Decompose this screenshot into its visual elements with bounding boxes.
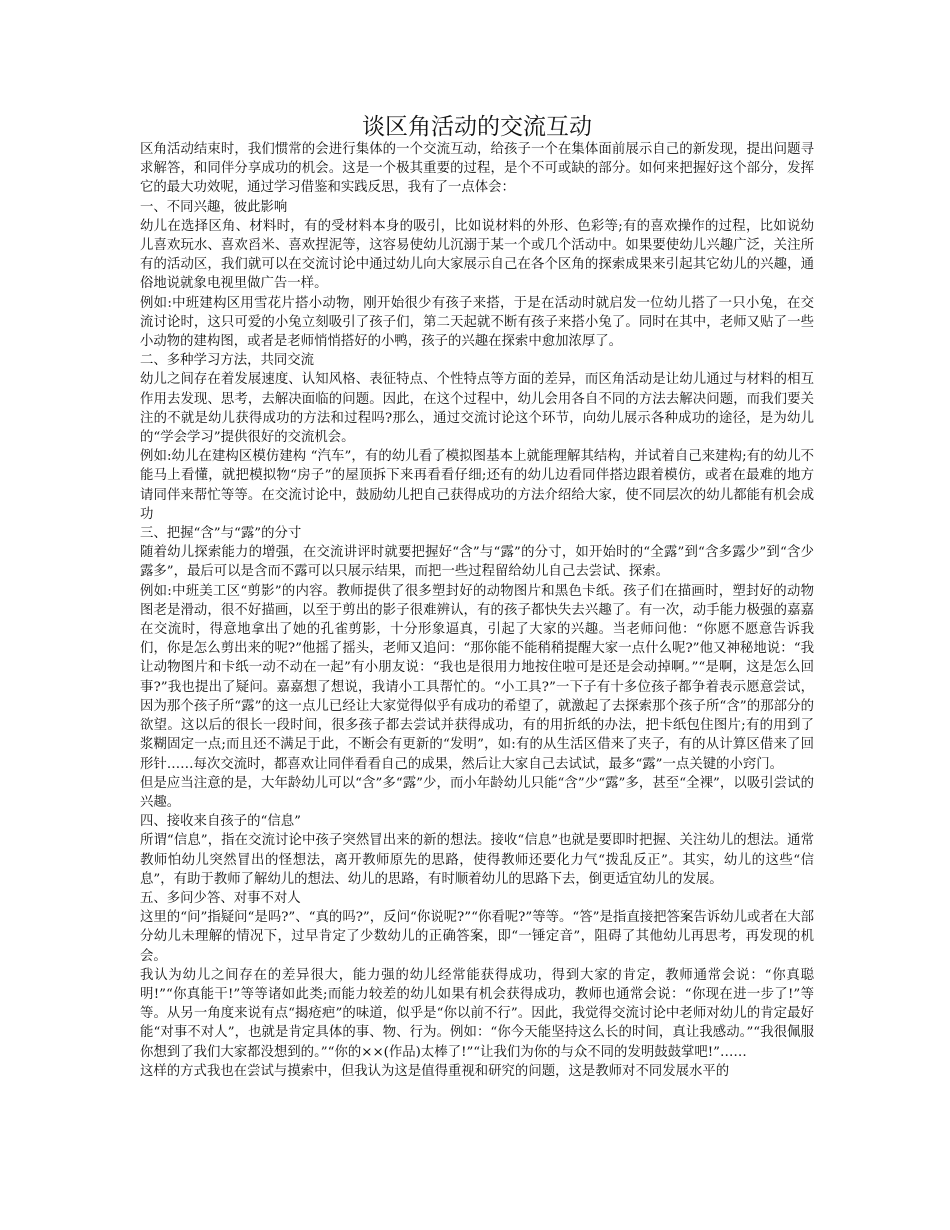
paragraph: 但是应当注意的是，大年龄幼儿可以“含”多“露”少，而小年龄幼儿只能“含”少“露”多，甚至“全裸”，以吸引尝试的兴趣。 — [140, 775, 814, 810]
paragraph: 我认为幼儿之间存在的差异很大，能力强的幼儿经常能获得成功，得到大家的肯定，教师通常会说：“你真聪明!”“你真能干!”等等诸如此类;而能力较差的幼儿如果有机会获得成功，教师也通常会说：“你现在进一步了!”等等。从另一角度来说有点“揭疮疤”的味道，似乎是“你以前不行”。因此，我觉得交流讨论中老师对幼儿的肯定最好能“对事不对人”，也就是肯定具体的事、物、行为。例如：“你今天能坚持这么长的时间，真让我感动。”“我很佩服你想到了我们大家都没想到的。”“你的××(作品)太棒了!”“让我们为你的与众不同的发明鼓鼓掌吧!”…… — [140, 967, 814, 1060]
section-heading-2: 二、多种学习方法，共同交流 — [140, 353, 315, 369]
paragraph-example: 例如:中班美工区“剪影”的内容。教师提供了很多塑封好的动物图片和黑色卡纸。孩子们在描画时，塑封好的动物图老是滑动，很不好描画，以至于剪出的影子很难辨认，有的孩子都快失去兴趣了。有一次，动手能力极强的嘉嘉在交流时，得意地拿出了她的孔雀剪影，十分形象逼真，引起了大家的兴趣。当老师问他：“你愿不愿意告诉我们，你是怎么剪出来的呢?”他摇了摇头，老师又追问：“那你能不能稍稍提醒大家一点什么呢?”他又神秘地说：“我让动物图片和卡纸一动不动在一起”有小朋友说：“我也是很用力地按住啦可是还是会动掉啊。”“是啊，这是怎么回事?”我也提出了疑问。嘉嘉想了想说，我请小工具帮忙的。“小工具?”一下子有十多位孩子都争着表示愿意尝试，因为那个孩子所“露”的这一点儿已经让大家觉得似乎有成功的希望了，就激起了去探索那个孩子所“含”的那部分的欲望。这以后的很长一段时间，很多孩子都去尝试并获得成功，有的用折纸的办法，把卡纸包住图片;有的用到了浆糊固定一点;而且还不满足于此，不断会有更新的“发明”，如:有的从生活区借来了夹子，有的从计算区借来了回形针……每次交流时，都喜欢让同伴看看自己的成果，然后让大家自己去试试，最多“露”一点关键的小窍门。 — [140, 583, 814, 772]
section-heading-1: 一、不同兴趣，彼此影响 — [140, 199, 288, 215]
document-page — [140, 112, 814, 1081]
paragraph-example: 例如:幼儿在建构区模仿建构 “汽车”，有的幼儿看了模拟图基本上就能理解其结构，并试着自己来建构;有的幼儿不能马上看懂，就把模拟物“房子”的屋顶拆下来再看看仔细;还有的幼儿边看同伴搭边跟着模仿，或者在最难的地方请同伴来帮忙等等。在交流讨论中，鼓励幼儿把自己获得成功的方法介绍给大家，使不同层次的幼儿都能有机会成功 — [140, 449, 814, 522]
section-heading-5: 五、多问少答、对事不对人 — [140, 890, 301, 906]
paragraph-intro: 区角活动结束时，我们惯常的会进行集体的一个交流互动，给孩子一个在集体面前展示自己的新发现，提出问题寻求解答，和同伴分享成功的机会。这是一个极其重要的过程，是个不可或缺的部分。如何来把握好这个部分，发挥它的最大功效呢，通过学习借鉴和实践反思，我有了一点体会： — [140, 142, 814, 196]
paragraph-final: 这样的方式我也在尝试与摸索中，但我认为这是值得重视和研究的问题，这是教师对不同发展水平的 — [140, 1063, 730, 1079]
section-heading-4: 四、接收来自孩子的“信息” — [140, 814, 301, 830]
paragraph-example: 例如:中班建构区用雪花片搭小动物，刚开始很少有孩子来搭，于是在活动时就启发一位幼儿搭了一只小兔，在交流讨论时，这只可爱的小兔立刻吸引了孩子们，第二天起就不断有孩子来搭小兔了。同时在其中，老师又贴了一些小动物的建构图，或者是老师悄悄搭好的小鸭，孩子的兴趣在探索中愈加浓厚了。 — [140, 295, 814, 350]
paragraph: 幼儿在选择区角、材料时，有的受材料本身的吸引，比如说材料的外形、色彩等;有的喜欢操作的过程，比如说幼儿喜欢玩水、喜欢舀米、喜欢捏泥等，这容易使幼儿沉溺于某一个或几个活动中。如果要使幼儿兴趣广泛，关注所有的活动区，我们就可以在交流讨论中通过幼儿向大家展示自己在各个区角的探索成果来引起其它幼儿的兴趣，通俗地说就象电视里做广告一样。 — [140, 218, 814, 292]
section-heading-3: 三、把握“含”与“露”的分寸 — [140, 526, 302, 542]
document-title: 谈区角活动的交流互动 — [362, 114, 592, 140]
paragraph: 随着幼儿探索能力的增强，在交流讲评时就要把握好“含”与“露”的分寸，如开始时的“全露”到“含多露少”到“含少露多”，最后可以是含而不露可以只展示结果，而把一些过程留给幼儿自己去尝试、探索。 — [140, 545, 814, 580]
paragraph: 这里的“问”指疑问“是吗?”、“真的吗?”，反问“你说呢?”“你看呢?”等等。“答”是指直接把答案告诉幼儿或者在大部分幼儿未理解的情况下，过早肯定了少数幼儿的正确答案，即“一锤定音”，阻碍了其他幼儿再思考，再发现的机会。 — [140, 910, 814, 964]
paragraph: 幼儿之间存在着发展速度、认知风格、表征特点、个性特点等方面的差异，而区角活动是让幼儿通过与材料的相互作用去发现、思考，去解决面临的问题。因此，在这个过程中，幼儿会用各自不同的方法去解决问题，而我们要关注的不就是幼儿获得成功的方法和过程吗?那么，通过交流讨论这个环节，向幼儿展示各种成功的途径，是为幼儿的“学会学习”提供很好的交流机会。 — [140, 372, 814, 446]
paragraph: 所谓“信息”，指在交流讨论中孩子突然冒出来的新的想法。接收“信息”也就是要即时把握、关注幼儿的想法。通常教师怕幼儿突然冒出的怪想法，离开教师原先的思路，使得教师还要化力气“拨乱反正”。其实，幼儿的这些“信息”，有助于教师了解幼儿的想法、幼儿的思路，有时顺着幼儿的思路下去，倒更适宜幼儿的发展。 — [140, 833, 814, 887]
